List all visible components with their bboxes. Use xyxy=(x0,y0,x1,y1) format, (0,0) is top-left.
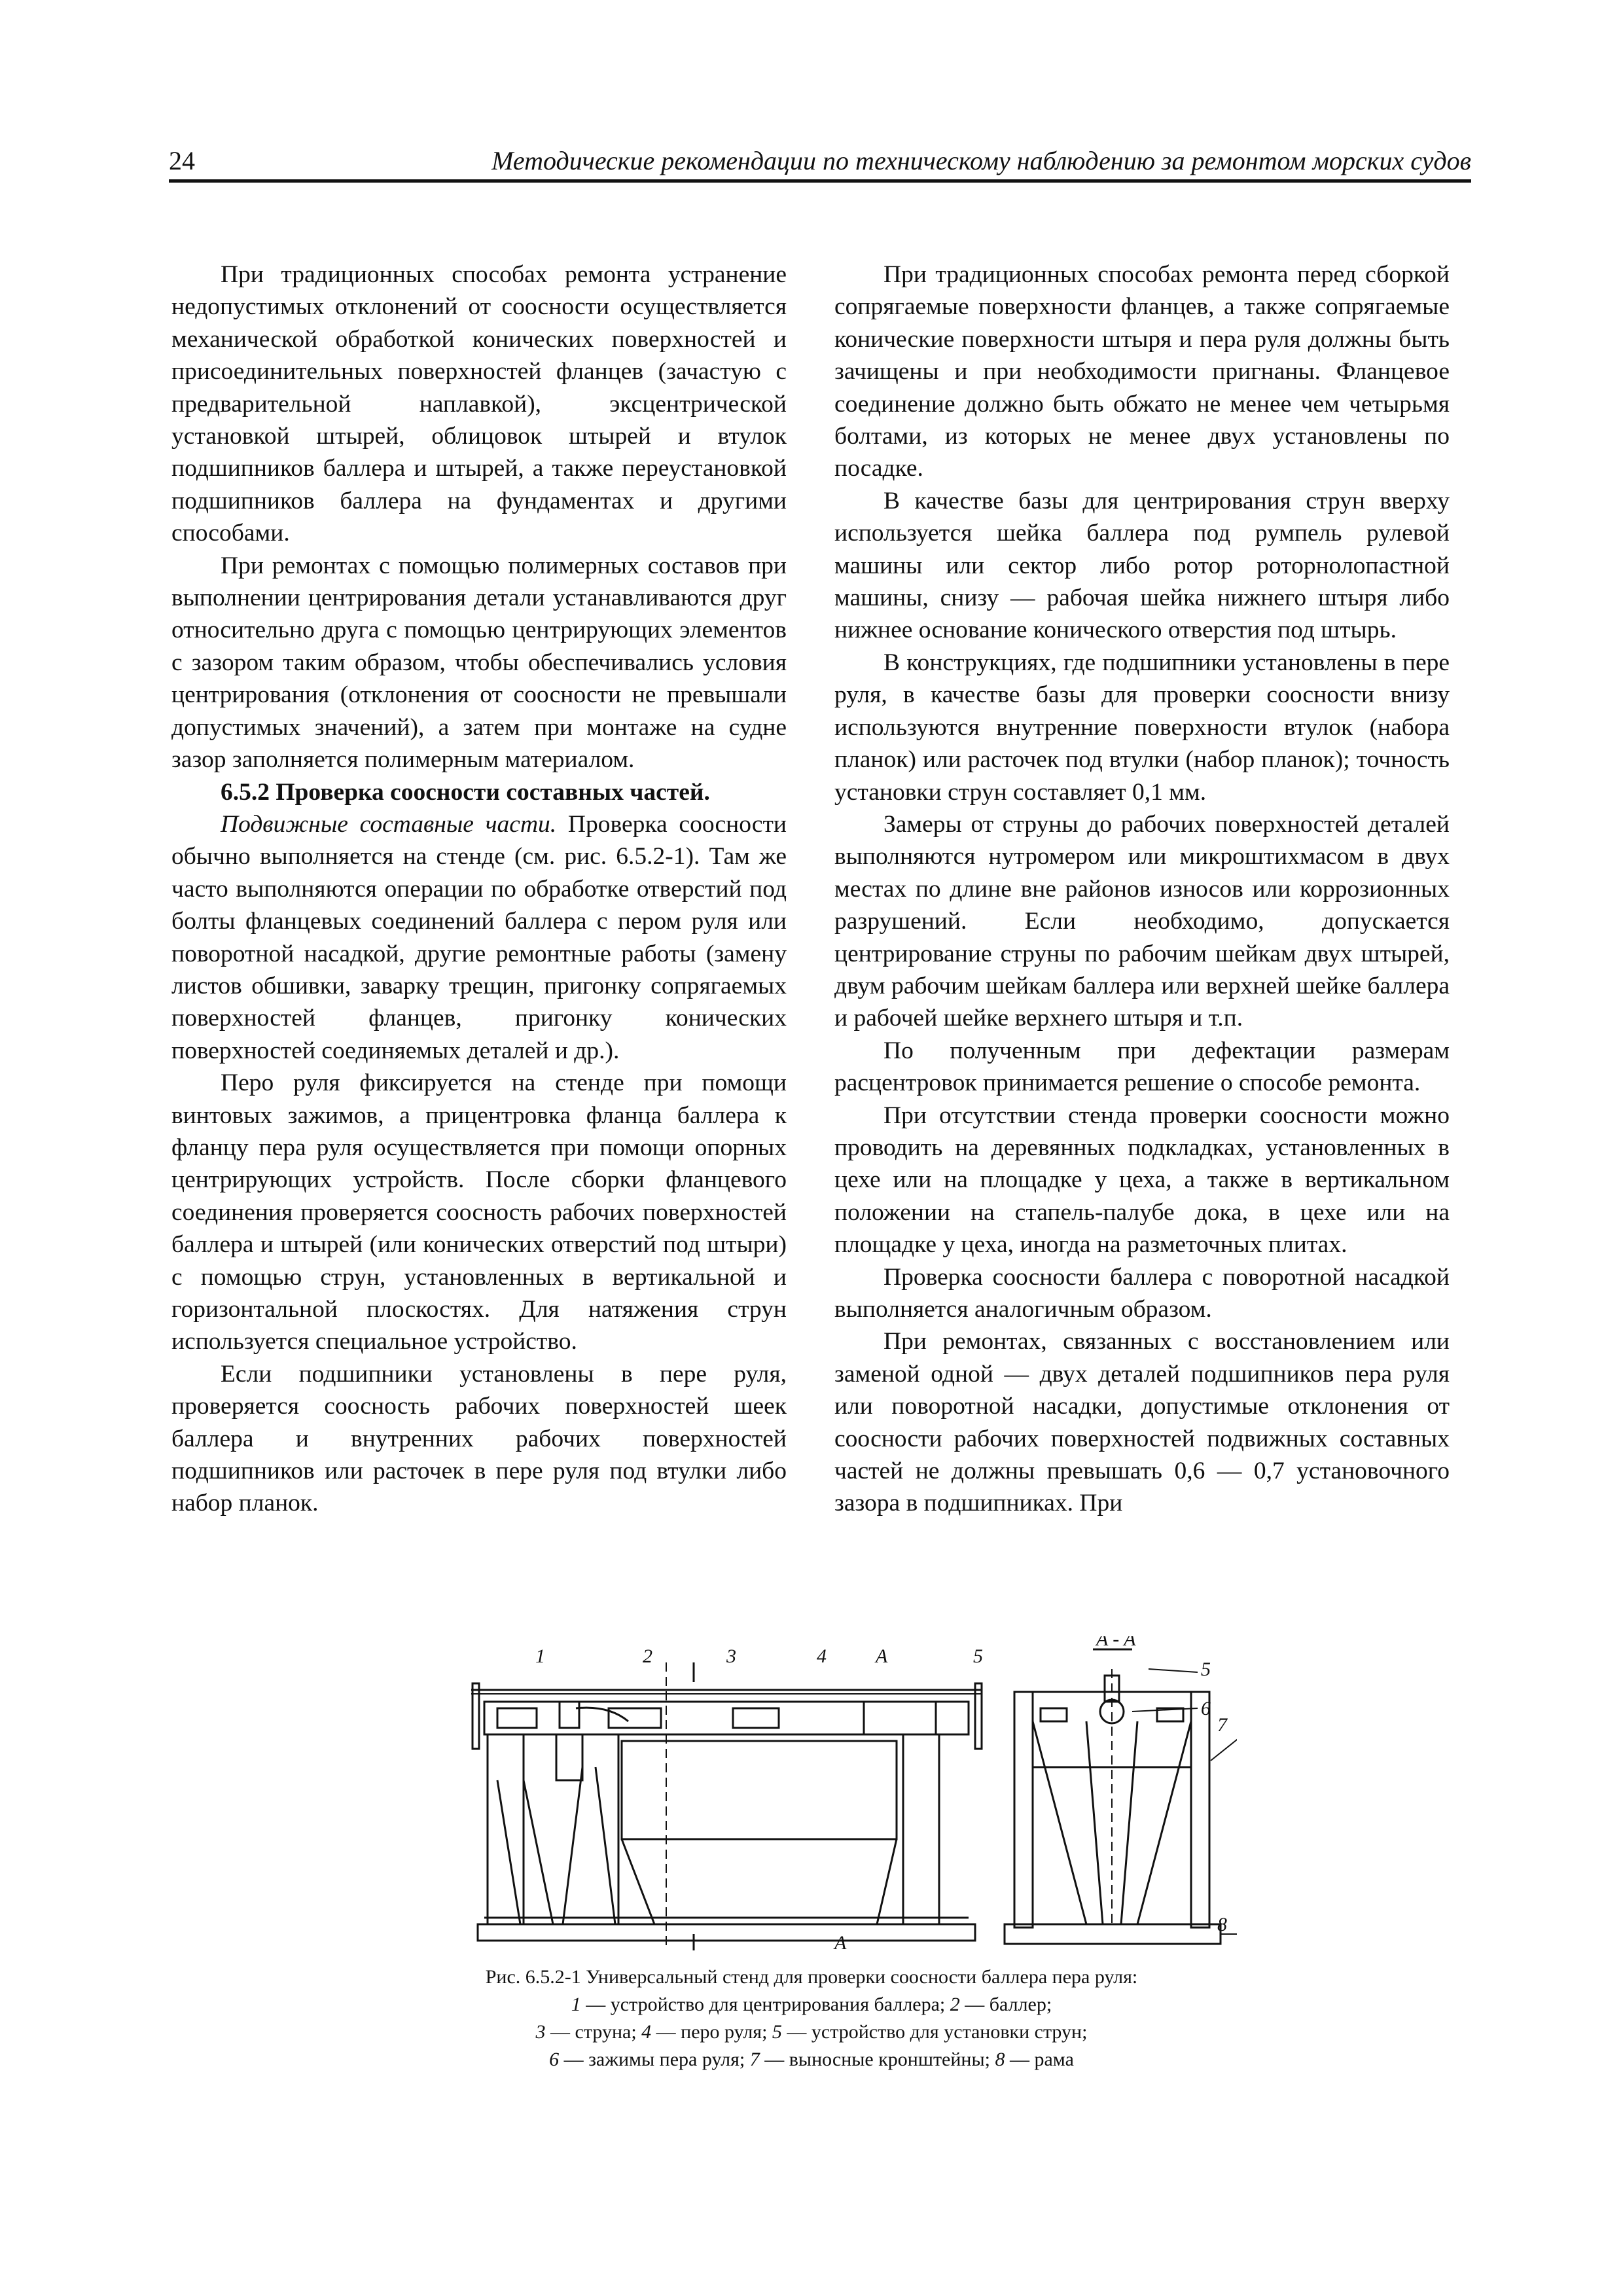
label-4: 4 xyxy=(817,1645,827,1667)
paragraph: Если подшипники установлены в пере руля, проверяется соосность рабочих поверхностей шеек баллера и внутренних рабочих поверхностей подшипников или расточек в пере руля под втулки либо набор планок. xyxy=(171,1360,787,1517)
page-header xyxy=(169,143,1471,183)
running-title: Методические рекомендации по техническому наблюдению за ремонтом морских судов xyxy=(491,146,1471,175)
stand-drawing xyxy=(458,1636,1237,1950)
caption-line xyxy=(366,2018,1257,2046)
legend-number: 5 xyxy=(772,2021,782,2043)
left-column xyxy=(171,259,787,1520)
legend-text: — струна; xyxy=(545,2021,642,2043)
paragraph: Перо руля фиксируется на стенде при помощи винтовых зажимов, а прицентровка фланца баллера к фланцу пера руля осуществляется при помощи опорных центрирующих устройств. После сборки фланцевого соединения проверяется соосность рабочих поверхностей баллера и штырей (или конических отверстий под штыри) с помощью струн, установленных в вертикальной и горизонтальной плоскостях. Для натяжения струн используется специальное устройство. xyxy=(171,1069,787,1355)
paragraph xyxy=(171,808,787,1067)
legend-text: — рама xyxy=(1005,2049,1074,2070)
legend-text: — выносные кронштейны; xyxy=(759,2049,995,2070)
legend-number: 3 xyxy=(535,2021,546,2043)
legend-number: 7 xyxy=(749,2049,760,2070)
caption-line xyxy=(366,2046,1257,2073)
front-view xyxy=(471,1662,982,1950)
figure-caption xyxy=(366,1964,1257,2073)
section-mark-top: A xyxy=(876,1645,888,1667)
paragraph: Замеры от струны до рабочих поверхностей деталей выполняются нутромером или микроштихмасом в двух местах по длине вне районов износов или коррозионных разрушений. Если необходимо, допускается центрирование струны по рабочим шейкам двух штырей, двум рабочим шейкам баллера или верхней шейке баллера и рабочей шейке верхнего штыря и т.п. xyxy=(834,810,1450,1032)
section-title: A - A xyxy=(1096,1636,1136,1650)
label-3: 3 xyxy=(726,1645,736,1667)
label-8: 8 xyxy=(1217,1914,1227,1935)
paragraph: При ремонтах с помощью полимерных составов при выполнении центрирования детали устанавливаются друг относительно друга с помощью центрирующих элементов с зазором таким образом, чтобы обеспечивались условия центрирования (отклонения от соосности не превышали допустимых значений), а затем при монтаже на судне зазор заполняется полимерным материалом. xyxy=(171,552,787,774)
paragraph: При отсутствии стенда проверки соосности можно проводить на деревянных подкладках, установленных в цехе или на площадке у цеха, а также в вертикальном положении на стапель-палубе дока, в цехе или на площадке у цеха, иногда на разметочных плитах. xyxy=(834,1102,1450,1259)
right-column xyxy=(834,259,1450,1520)
legend-text: — зажимы пера руля; xyxy=(559,2049,750,2070)
paragraph-text: Проверка соосности обычно выполняется на стенде (см. рис. 6.5.2-1). Там же часто выполняются операции по обработке отверстий под болты фланцевых соединений баллера с пером руля или поворотной насадкой, другие ремонтные работы (замену листов обшивки, заварку трещин, пригонку сопрягаемых поверхностей фланцев, пригонку конических поверхностей соединяемых деталей и др.). xyxy=(171,810,787,1064)
legend-text: — устройство для центрирования баллера; xyxy=(580,1994,950,2015)
label-5: 5 xyxy=(973,1645,983,1667)
caption-title: Рис. 6.5.2-1 Универсальный стенд для проверки соосности баллера пера руля: xyxy=(485,1966,1138,1988)
section-heading: 6.5.2 Проверка соосности составных частей. xyxy=(221,778,710,806)
section-view xyxy=(1005,1649,1237,1944)
section-mark-bottom: A xyxy=(834,1932,847,1950)
paragraph: По полученным при дефектации размерам расцентровок принимается решение о способе ремонта. xyxy=(834,1037,1450,1097)
paragraph: Проверка соосности баллера с поворотной насадкой выполняется аналогичным образом. xyxy=(834,1263,1450,1323)
label-6: 6 xyxy=(1201,1698,1211,1719)
legend-number: 4 xyxy=(641,2021,652,2043)
legend-text: — устройство для установки струн; xyxy=(781,2021,1088,2043)
legend-number: 2 xyxy=(950,1994,960,2015)
paragraph: При традиционных способах ремонта перед сборкой сопрягаемые поверхности фланцев, а также сопрягаемые конические поверхности штыря и пера руля должны быть зачищены и при необходимости пригнаны. Фланцевое соединение должно быть обжато не менее чем четырьмя болтами, из которых не менее двух установлены по посадке. xyxy=(834,261,1450,482)
paragraph: При ремонтах, связанных с восстановлением или заменой одной — двух деталей подшипников пера руля или поворотной насадки, допустимые отклонения от соосности рабочих поверхностей подвижных составных частей не должны превышать 0,6 — 0,7 установочного зазора в подшипниках. При xyxy=(834,1328,1450,1517)
italic-lead: Подвижные составные части. xyxy=(221,810,557,838)
label-7: 7 xyxy=(1217,1714,1227,1736)
legend-number: 8 xyxy=(995,2049,1005,2070)
label-2: 2 xyxy=(643,1645,652,1667)
paragraph: В конструкциях, где подшипники установлены в пере руля, в качестве базы для проверки соосности внизу используются внутренние поверхности втулок (набора планок) или расточек под втулки (набор планок); точность установки струн составляет 0,1 мм. xyxy=(834,649,1450,806)
legend-text: — перо руля; xyxy=(651,2021,772,2043)
legend-text: — баллер; xyxy=(959,1994,1052,2015)
caption-line xyxy=(366,1991,1257,2018)
test-stand-figure xyxy=(458,1636,1237,1950)
paragraph: При традиционных способах ремонта устранение недопустимых отклонений от соосности осуществляется механической обработкой конических поверхностей и присоединительных поверхностей фланцев (зачастую с предварительной наплавкой), эксцентрической установкой штырей, облицовок штырей и втулок подшипников баллера и штырей, а также переустановкой подшипников баллера на фундаментах и другими способами. xyxy=(171,261,787,547)
page-number: 24 xyxy=(169,146,195,175)
label-5-section: 5 xyxy=(1201,1659,1211,1680)
label-1: 1 xyxy=(535,1645,545,1667)
legend-number: 6 xyxy=(549,2049,560,2070)
paragraph: В качестве базы для центрирования струн вверху используется шейка баллера под румпель рулевой машины или сектор либо ротор роторнолопастной машины, снизу — рабочая шейка нижнего штыря либо нижнее основание конического отверстия под штырь. xyxy=(834,487,1450,644)
legend-number: 1 xyxy=(571,1994,581,2015)
